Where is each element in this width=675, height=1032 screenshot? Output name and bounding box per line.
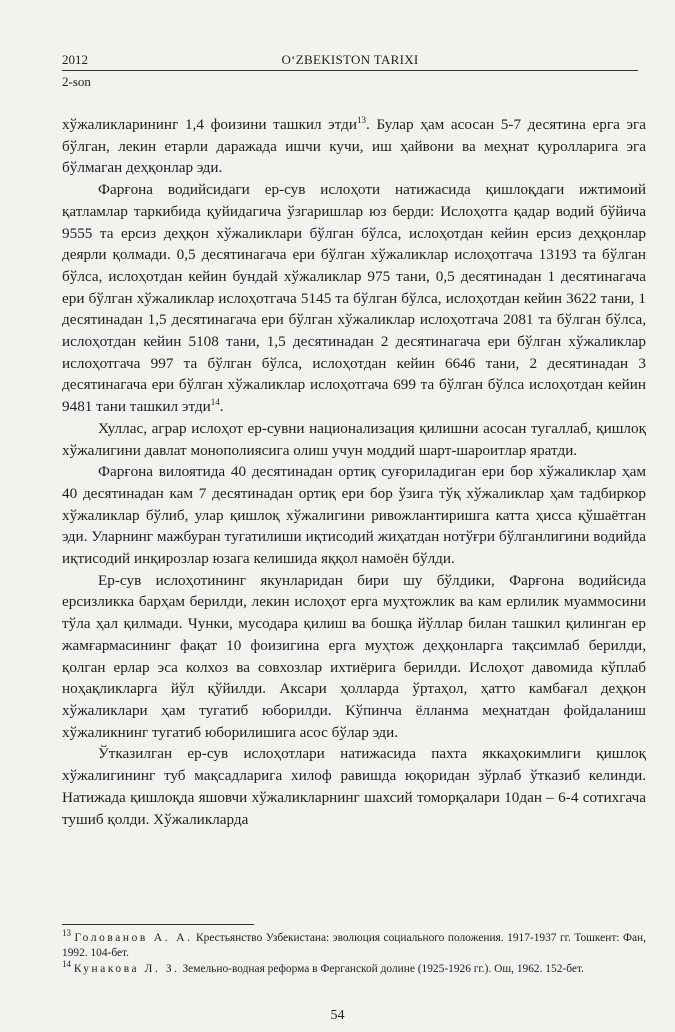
paragraph-text: Фарғона вилоятида 40 десятинадан ортиқ суғориладиган ери бор хўжаликлар ҳам 40 десятинадан кам 7 десятинадан ортиқ ери бор ўзига тўқ хўжаликлар ҳам тадбиркор хўжаликлар бўлиб, улар қишлоқ хўжалигини ривожлантиришга катта ҳисса қўшаётган эди. Уларнинг мажбуран тугатилиши иқтисодий жиҳатдан нотўғри бўлганлигини водийда иқтисодий инқирозлар юзага келишида яққол намоён бўлди.: [62, 463, 646, 568]
paragraph-text: Ўтказилган ер-сув ислоҳотлари натижасида пахта яккаҳокимлиги қишлоқ хўжалигининг туб мақсадларига хилоф равишда юқоридан зўрлаб ўтказиб келинди. Натижада қишлоқда яшовчи хўжаликларнинг шахсий томорқалари 10дан – 6-4 сотихгача тушиб қолди. Хўжаликларда: [62, 745, 646, 828]
header-rule: [62, 70, 638, 71]
paragraph-text: Ер-сув ислоҳотининг якунларидан бири шу бўлдики, Фарғона водийсида ерсизликка барҳам берилди, лекин ислоҳот ерга муҳтожлик ва кам ерлилик муаммосини тўла ҳал қилмади. Чунки, мусодара қилиш ва бошқа йўллар билан ташкил қилинган ер жамғармасининг фақат 10 фоизигина ерга муҳтож деҳқонларга тақсимлаб берилди, қолган ерлар эса колхоз ва совхозлар ихтиёрига берилди. Ислоҳот давомида кўплаб ноҳақликларга йўл қўйилди. Аксари ҳолларда ўртаҳол, ҳатто камбағал деҳқон хўжаликлари ҳам тугатиб юборилди. Кўпинча ёлланма меҳнатдан фойдаланиш хўжаликнинг тугатиб юборилишига асос бўлар эди.: [62, 571, 646, 741]
footnote-ref: 13: [357, 114, 366, 125]
footnote: [62, 928, 646, 961]
header-year: 2012: [62, 52, 88, 67]
footnote: [62, 959, 646, 977]
paragraph-text: Хуллас, аграр ислоҳот ер-сувни национализация қилишни асосан тугаллаб, қишлоқ хўжалигини давлат монополиясига олиш учун моддий шарт-шароитлар яратди.: [62, 419, 646, 459]
page-number: 54: [330, 1008, 345, 1023]
paragraph: [62, 461, 646, 570]
paragraph: [62, 418, 646, 461]
header-issue: 2-son: [62, 74, 91, 89]
paragraph: [62, 743, 646, 830]
footnote-author: Голованов А. А.: [74, 932, 193, 944]
paragraph: [62, 114, 646, 179]
footnote-text: Крестьянство Узбекистана: эволюция социального положения. 1917-1937 гг. Тошкент: Фан, 1992. 104-бет.: [62, 932, 646, 959]
journal-title: O‘ZBEKISTON TARIXI: [281, 52, 419, 67]
footnote-text: Земельно-водная реформа в Ферганской долине (1925-1926 гг.). Ош, 1962. 152-бет.: [182, 963, 584, 975]
paragraph: [62, 570, 646, 744]
footnote-rule: [62, 924, 254, 925]
paragraph-text: Фарғона водийсидаги ер-сув ислоҳоти натижасида қишлоқдаги ижтимоий қатламлар таркибида қуйидагича ўзгаришлар юз берди: Ислоҳотга қадар водий бўйича 9555 та ерсиз деҳқон хўжаликлари бўлган бўлса, ислоҳотдан кейин ерсиз деҳқонлар деярли қолмади. 0,5 десятинагача ери бўлган хўжаликлар ислоҳотгача 13193 та бўлган бўлса, ислоҳотдан кейин бундай хўжаликлар 975 тани, 0,5 десятинадан 1 десятинагача ери бўлган хўжаликлар ислоҳотгача 5145 та бўлган бўлса, ислоҳотдан кейин 3622 тани, 1 десятинадан 1,5 десятинагача ери бўлган хўжаликлар ислоҳотгача 2081 та бўлган бўлса, ислоҳотдан кейин 5108 тани, 1,5 десятинадан 2 десятинагача ери бўлган хўжаликлар ислоҳотгача 997 та бўлган бўлса, ислоҳотдан кейин 6646 тани, 2 десятинадан 3 десятинагача ери бўлган хўжаликлар ислоҳотгача 699 та бўлган бўлса ислоҳотдан кейин 9481 тани ташкил этди: [62, 181, 646, 416]
paragraph: [62, 179, 646, 418]
paragraph-text-cont: .: [219, 398, 224, 416]
paragraph-text-cont: . Булар ҳам асосан 5-7 десятина ерга эга бўлган, лекин етарли даражада ишчи кучи, иш ҳайвони ва меҳнат қуролларига эга бўлмаган деҳқонлар эди.: [62, 116, 646, 177]
main-text: [62, 114, 646, 830]
footnote-author: Кунакова Л. З.: [73, 963, 180, 975]
footnote-number: 14: [62, 959, 71, 970]
footnotes: [62, 928, 646, 978]
footnote-ref: 14: [210, 397, 220, 408]
footnote-number: 13: [62, 928, 71, 939]
paragraph-text: хўжаликларининг 1,4 фоизини ташкил этди: [62, 116, 357, 133]
